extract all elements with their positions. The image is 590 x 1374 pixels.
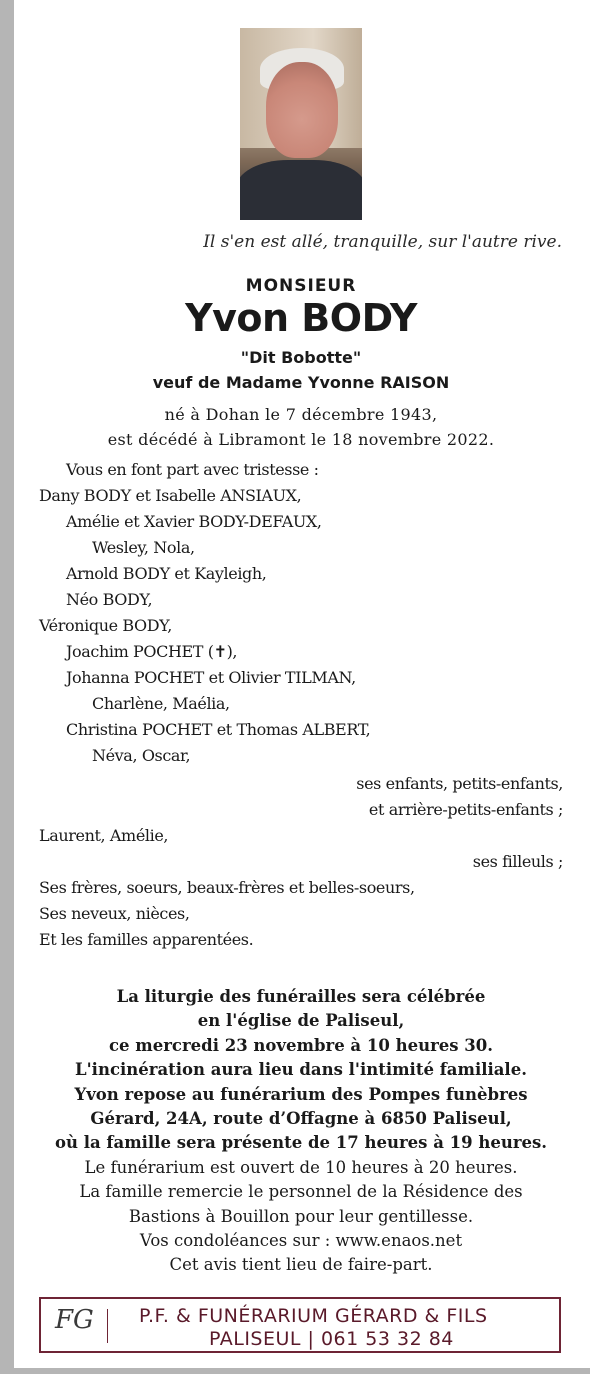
family-intro: Vous en font part avec tristesse : xyxy=(66,460,319,479)
family-line: Charlène, Maélia, xyxy=(92,694,230,713)
widow-line: veuf de Madame Yvonne RAISON xyxy=(152,373,450,392)
family-line: Joachim POCHET (✝), xyxy=(66,642,238,661)
children-label: ses enfants, petits-enfants, xyxy=(356,774,563,793)
divider xyxy=(107,1309,108,1343)
family-line: Dany BODY et Isabelle ANSIAUX, xyxy=(39,486,302,505)
family-line: Néva, Oscar, xyxy=(92,746,191,765)
relatives-line: Et les familles apparentées. xyxy=(39,930,254,949)
info-line: Bastions à Bouillon pour leur gentillesse. xyxy=(128,1206,474,1226)
honorific: MONSIEUR xyxy=(245,276,357,296)
family-line: Wesley, Nola, xyxy=(92,538,195,557)
info-line: Cet avis tient lieu de faire-part. xyxy=(169,1255,433,1275)
funeral-home-contact: PALISEUL | 061 53 32 84 xyxy=(209,1328,454,1350)
funeral-line: en l'église de Paliseul, xyxy=(197,1011,405,1031)
funeral-line: Yvon repose au funérarium des Pompes funèbres xyxy=(74,1084,528,1104)
info-line: Vos condoléances sur : www.enaos.net xyxy=(139,1231,463,1251)
family-line: Christina POCHET et Thomas ALBERT, xyxy=(66,720,371,739)
funeral-home-logo: FG xyxy=(55,1305,94,1335)
bottom-border xyxy=(0,1368,590,1374)
family-line: Arnold BODY et Kayleigh, xyxy=(66,564,267,583)
great-grandchildren-label: et arrière-petits-enfants ; xyxy=(368,800,563,819)
funeral-line: ce mercredi 23 novembre à 10 heures 30. xyxy=(108,1035,493,1055)
portrait-photo xyxy=(240,28,362,220)
relatives-line: Ses frères, soeurs, beaux-frères et belles-soeurs, xyxy=(39,878,415,897)
info-line: Le funérarium est ouvert de 10 heures à 20 heures. xyxy=(84,1157,518,1177)
godchildren-names: Laurent, Amélie, xyxy=(39,826,169,845)
funeral-details xyxy=(0,985,590,1278)
family-line: Johanna POCHET et Olivier TILMAN, xyxy=(66,668,356,687)
info-line: La famille remercie le personnel de la Résidence des xyxy=(79,1182,523,1202)
funeral-line: où la famille sera présente de 17 heures à 19 heures. xyxy=(54,1133,548,1153)
death-line: est décédé à Libramont le 18 novembre 2022. xyxy=(107,430,495,449)
family-line: Amélie et Xavier BODY-DEFAUX, xyxy=(66,512,322,531)
godchildren-label: ses filleuls ; xyxy=(472,852,563,871)
funeral-line: Gérard, 24A, route d’Offagne à 6850 Paliseul, xyxy=(90,1109,512,1129)
funeral-home-name: P.F. & FUNÉRARIUM GÉRARD & FILS xyxy=(139,1305,488,1327)
family-line: Néo BODY, xyxy=(66,590,153,609)
relatives-line: Ses neveux, nièces, xyxy=(39,904,190,923)
deceased-name: Yvon BODY xyxy=(185,296,417,340)
nickname: "Dit Bobotte" xyxy=(240,348,362,367)
birth-line: né à Dohan le 7 décembre 1943, xyxy=(164,405,438,424)
funeral-line: L'incinération aura lieu dans l'intimité familiale. xyxy=(75,1060,527,1080)
funeral-home-banner xyxy=(39,1297,561,1353)
funeral-line: La liturgie des funérailles sera célébrée xyxy=(116,987,486,1006)
epitaph-quote: Il s'en est allé, tranquille, sur l'autre rive. xyxy=(203,232,562,252)
family-line: Véronique BODY, xyxy=(39,616,172,635)
